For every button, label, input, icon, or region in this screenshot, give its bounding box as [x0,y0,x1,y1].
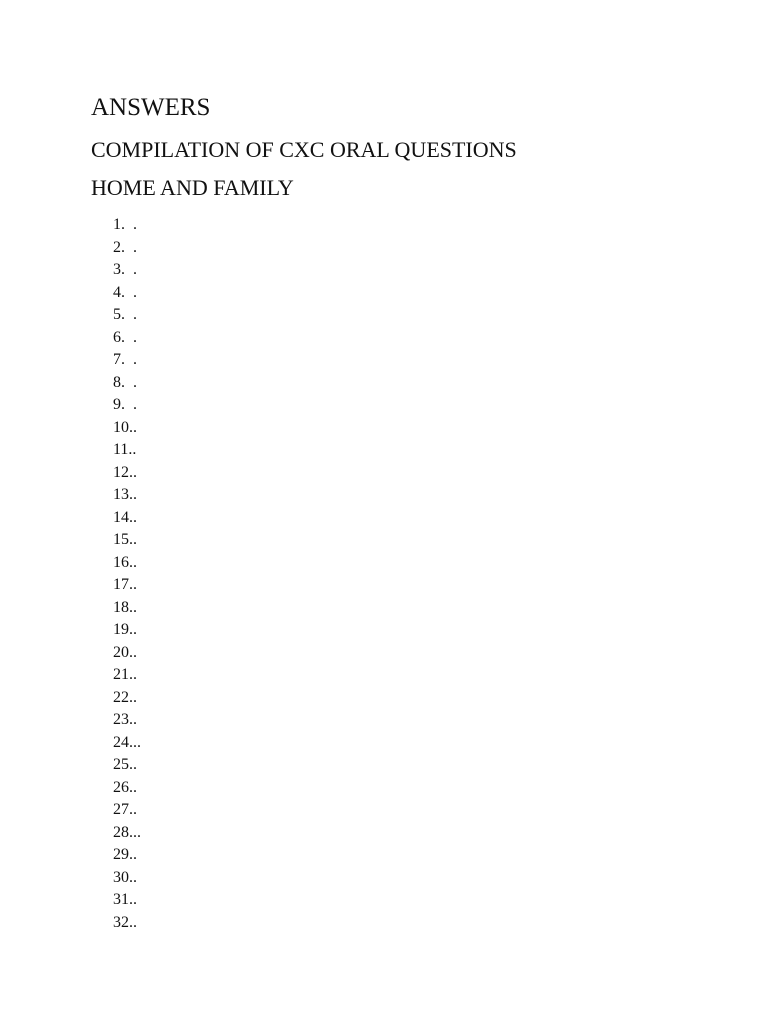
list-item: 14.. [113,508,137,526]
list-item: 5. . [113,306,137,323]
list-item: 29.. [113,846,137,863]
list-item: 30.. [113,868,137,886]
list-item: 24... [113,733,141,751]
document-subtitle: COMPILATION OF CXC ORAL QUESTIONS [91,137,517,162]
list-item: 3. . [113,261,137,278]
list-item: 12.. [113,463,137,481]
page-title: ANSWERS [91,94,211,121]
list-item: 18.. [113,598,137,616]
list-item: 8. . [113,373,137,391]
list-item: 15.. [113,531,137,548]
list-item: 22.. [113,688,137,706]
list-item: 23.. [113,711,137,728]
list-item: 25.. [113,756,137,773]
list-item: 13.. [113,486,137,503]
list-item: 7. . [113,351,137,368]
list-item: 28... [113,823,141,841]
list-item: 21.. [113,666,137,683]
list-item: 6. . [113,328,137,346]
list-item: 2. . [113,238,137,256]
list-item: 11.. [113,441,137,458]
list-item: 10.. [113,418,137,436]
list-item: 1. . [113,216,137,233]
list-item: 17.. [113,576,137,593]
list-item: 20.. [113,643,137,661]
list-item: 32.. [113,913,137,931]
list-item: 26.. [113,778,137,796]
list-item: 4. . [113,283,137,301]
section-heading: HOME AND FAMILY [91,175,294,200]
list-item: 31.. [113,891,137,908]
list-item: 16.. [113,553,137,571]
answer-list [113,214,141,934]
list-item: 9. . [113,396,137,413]
list-item: 27.. [113,801,137,818]
list-item: 19.. [113,621,137,638]
